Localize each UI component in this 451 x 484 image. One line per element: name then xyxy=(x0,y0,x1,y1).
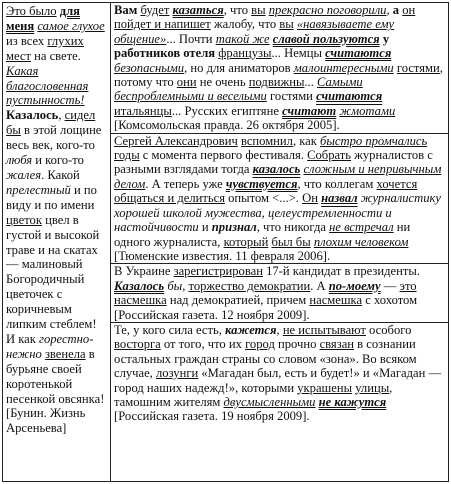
text-segment: опытом <...>. xyxy=(224,191,303,206)
text-segment: восторга xyxy=(114,337,161,352)
text-segment: был бы xyxy=(271,234,311,249)
text-segment: , что никогда xyxy=(256,220,330,235)
text-segment: связан xyxy=(319,337,355,352)
text-segment: и xyxy=(198,220,212,235)
text-segment: по-моему xyxy=(328,278,381,293)
text-segment: лозунги xyxy=(155,366,199,381)
text-segment: Собрать xyxy=(307,148,352,163)
text-segment: у работников отеля xyxy=(114,31,390,61)
text-segment: , что коллегам xyxy=(297,176,377,191)
text-segment: [Комсомольская правда. 26 октября 2005]. xyxy=(114,118,340,133)
text-segment: он xyxy=(402,3,416,17)
text-segment: Какая благословенная пустынность! xyxy=(6,63,89,108)
text-segment: будет xyxy=(140,3,170,17)
text-segment: для меня xyxy=(6,4,80,33)
text-segment: , тамошним жителям xyxy=(114,380,393,409)
text-segment: сложным и непривычным делом xyxy=(114,162,442,191)
text-segment: . А теперь уже xyxy=(145,176,226,191)
text-segment: В Украине xyxy=(114,264,174,279)
text-segment: , xyxy=(58,108,65,123)
text-segment: глухих мест xyxy=(6,33,84,63)
text-segment: безопасными xyxy=(114,60,185,75)
quote-bunin xyxy=(6,4,107,436)
text-segment: чувствуется xyxy=(225,176,298,191)
text-segment: журналистику хорошей школой мужества, целеустремленности и настойчивости xyxy=(114,191,441,235)
text-segment: [Российская газета. 19 ноября 2009]. xyxy=(114,409,310,424)
text-segment: не испытывают xyxy=(282,322,366,337)
text-segment: двусмысленными xyxy=(223,394,316,409)
text-segment: Сергей Александрович xyxy=(114,133,238,148)
text-segment: насмешка xyxy=(309,293,363,308)
text-segment: с хохотом [Российская газета. 12 ноября 2009]. xyxy=(114,293,418,322)
right-column xyxy=(111,3,448,481)
text-segment: самое глухое xyxy=(37,18,105,33)
text-segment: насмешка xyxy=(114,293,167,308)
text-segment: — xyxy=(380,278,400,293)
text-segment: французы xyxy=(218,46,272,61)
text-segment: в сознании остальных граждан страны со словом «зона». Во всяком случае, xyxy=(114,337,417,381)
text-segment: , xyxy=(386,3,393,17)
text-segment: украшены xyxy=(297,380,353,395)
text-segment: город xyxy=(245,337,275,352)
quote-rossiyskaya-gazeta-1 xyxy=(111,263,448,322)
text-segment: и по виду и по имени xyxy=(6,182,97,212)
text-segment: ... Немцы xyxy=(271,46,326,61)
quote-komsomolskaya-pravda xyxy=(114,3,448,133)
text-segment: с момента первого фестиваля. xyxy=(139,148,308,163)
text-segment: Казалось xyxy=(6,108,59,123)
text-segment: сидел бы xyxy=(6,108,96,138)
text-segment: жалобу, что xyxy=(210,17,280,32)
text-segment: от того, что их xyxy=(160,337,246,352)
text-segment: [Тюменские известия. 11 февраля 2006]. xyxy=(114,248,331,263)
text-segment: Казалось xyxy=(114,278,165,293)
text-segment: который xyxy=(223,234,269,249)
text-segment: гостями xyxy=(266,89,317,104)
text-segment: прелестный xyxy=(6,182,71,197)
text-segment: не встречал xyxy=(329,220,394,235)
text-segment: итальянцы xyxy=(114,103,172,118)
text-segment: они xyxy=(176,75,197,90)
text-segment: ... Русских египтяне xyxy=(171,103,283,118)
text-segment: прекрасно поговорили xyxy=(268,3,387,17)
text-segment: Те, у кого сила есть, xyxy=(114,322,226,337)
text-segment: кажется xyxy=(225,322,277,337)
left-column xyxy=(3,3,111,481)
text-segment: цветок xyxy=(6,212,42,227)
text-segment: ни одного журналиста, xyxy=(114,220,411,249)
text-segment: хочется общаться и делиться xyxy=(114,176,418,206)
text-segment: быстро промчались xyxy=(320,133,428,148)
text-segment: и кого-то xyxy=(32,153,84,168)
text-segment: такой же xyxy=(215,31,270,46)
text-segment: , xyxy=(182,278,189,293)
text-segment: , xyxy=(276,322,283,337)
text-segment: из всех xyxy=(6,33,48,48)
text-segment: плохим человеком xyxy=(313,234,409,249)
text-segment: . А xyxy=(310,278,329,293)
text-segment: цвел в густой и высокой траве и на скатах — малиновый Богородичный цветочек с коричневым липким стеблем! И как xyxy=(6,212,100,346)
text-segment: зарегистрирован xyxy=(173,264,263,279)
text-segment: Самыми беспроблемными и веселыми xyxy=(114,75,363,104)
text-segment: . Какой xyxy=(41,167,80,182)
text-segment: особого xyxy=(365,322,412,337)
text-segment: жалея xyxy=(6,167,42,182)
text-segment: бы xyxy=(167,278,183,293)
text-segment: жмотами xyxy=(339,103,396,118)
text-segment: над демократией, причем xyxy=(166,293,310,308)
text-segment: «Магадан был, есть и будет!» и «Магадан — город наших надежд!», которыми xyxy=(114,366,442,395)
text-segment: Это было xyxy=(6,4,57,18)
text-segment: Вам xyxy=(114,3,138,17)
text-segment: в этой лощине весь век, кого-то xyxy=(6,123,102,153)
text-segment: «навязываете ему общение» xyxy=(114,17,395,46)
text-table xyxy=(2,2,449,482)
text-segment: не очень xyxy=(196,75,249,90)
text-segment: горестно-нежно xyxy=(6,331,94,361)
text-segment: считаются xyxy=(316,89,383,104)
text-segment: Он xyxy=(302,191,318,206)
text-segment: , как xyxy=(292,133,321,148)
text-segment: не кажутся xyxy=(318,394,387,409)
text-segment: славой пользуются xyxy=(272,31,380,46)
text-segment: любя xyxy=(6,153,33,168)
text-segment: , потому что xyxy=(114,60,443,90)
text-segment: пойдет и напишет xyxy=(114,17,211,32)
text-segment: улицы xyxy=(355,380,390,395)
text-segment: казалось xyxy=(252,162,301,177)
text-segment: на свете. xyxy=(30,48,81,63)
text-segment: торжество демократии xyxy=(188,278,311,293)
text-segment: вы xyxy=(279,17,294,32)
text-segment: считаются xyxy=(325,46,392,61)
text-segment: звенела xyxy=(44,346,86,361)
text-segment: в бурьяне своей коротенькой песенкой овсянка! [Бунин. Жизнь Арсеньева] xyxy=(6,346,105,436)
text-segment: , но для аниматоров xyxy=(184,60,294,75)
text-segment: а xyxy=(392,3,400,17)
text-segment: , что xyxy=(223,3,252,17)
text-segment: назвал xyxy=(321,191,358,206)
text-segment: журналистов с разными взглядами тогда xyxy=(114,148,433,177)
text-segment: это xyxy=(399,278,417,293)
text-segment: вспомнил xyxy=(240,133,293,148)
text-segment: казаться xyxy=(172,3,224,17)
text-segment: 17-й кандидат в президенты. xyxy=(262,264,420,279)
text-segment: ... Почти xyxy=(166,31,216,46)
text-segment: подвижны xyxy=(248,75,305,90)
text-segment: годы xyxy=(114,148,140,163)
text-segment: прочно xyxy=(274,337,320,352)
text-segment: вы xyxy=(251,3,266,17)
quote-tyumenskie-izvestiya xyxy=(111,133,448,264)
quote-rossiyskaya-gazeta-2 xyxy=(111,322,448,424)
text-segment: считают xyxy=(282,103,337,118)
text-segment: малоинтересными xyxy=(293,60,394,75)
text-segment: признал xyxy=(211,220,257,235)
text-segment: гостями xyxy=(396,60,440,75)
text-segment: ... xyxy=(304,75,317,90)
